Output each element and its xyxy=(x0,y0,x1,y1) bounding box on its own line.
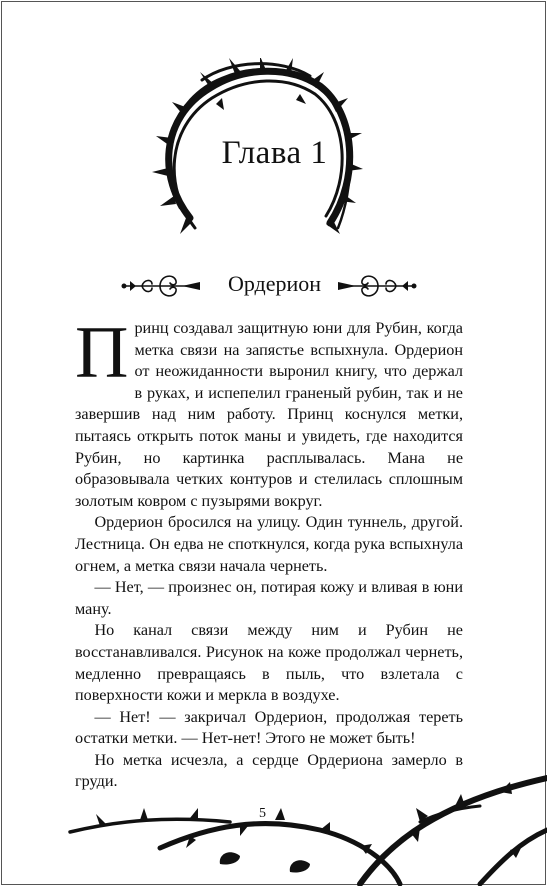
chapter-title: Глава 1 xyxy=(221,135,328,171)
dropcap: П xyxy=(75,312,129,394)
paragraph-6: Но метка исчезла, а сердце Ордериона замерло в груди. xyxy=(75,750,463,791)
page-number: 5 xyxy=(259,806,266,821)
paragraph-2: Ордерион бросился на улицу. Один туннель, другой. Лестница. Он едва не споткнулся, когда рука вспыхнула огнем, а метка связи начала чернеть. xyxy=(75,513,463,575)
paragraph-1 xyxy=(75,312,463,512)
paragraph-3: — Нет, — произнес он, потирая кожу и вливая в юни ману. xyxy=(75,578,463,618)
paragraph-5: — Нет! — закричал Ордерион, продолжая тереть остатки метки. — Нет-нет! Этого не может быть! xyxy=(75,707,463,748)
paragraph-4: Но канал связи между ним и Рубин не восстанавливался. Рисунок на коже продолжал чернеть, медленно превращаясь в пыль, что взлетала с поверхности кожи и меркла в воздухе. xyxy=(75,621,463,705)
flourish-ornament-right-icon xyxy=(336,269,418,303)
section-title: Ордерион xyxy=(227,271,322,296)
chapter-body xyxy=(75,312,463,793)
thorn-branches-icon xyxy=(60,772,547,886)
paragraph-1-text: ринц создавал защитную юни для Рубин, когда метка связи на запястье вспыхнула. Ордерион от неожиданности выронил книгу, что держал в руках, и испепелил граненый рубин, так и не завершив над ним работу. Принц коснулся метки, пытаясь открыть поток маны и увидеть, где находится Рубин, но картинка расплывалась. Мана не образовывала четких контуров и стелилась сплошным золотым ковром с пузырями вокруг. xyxy=(75,319,463,510)
